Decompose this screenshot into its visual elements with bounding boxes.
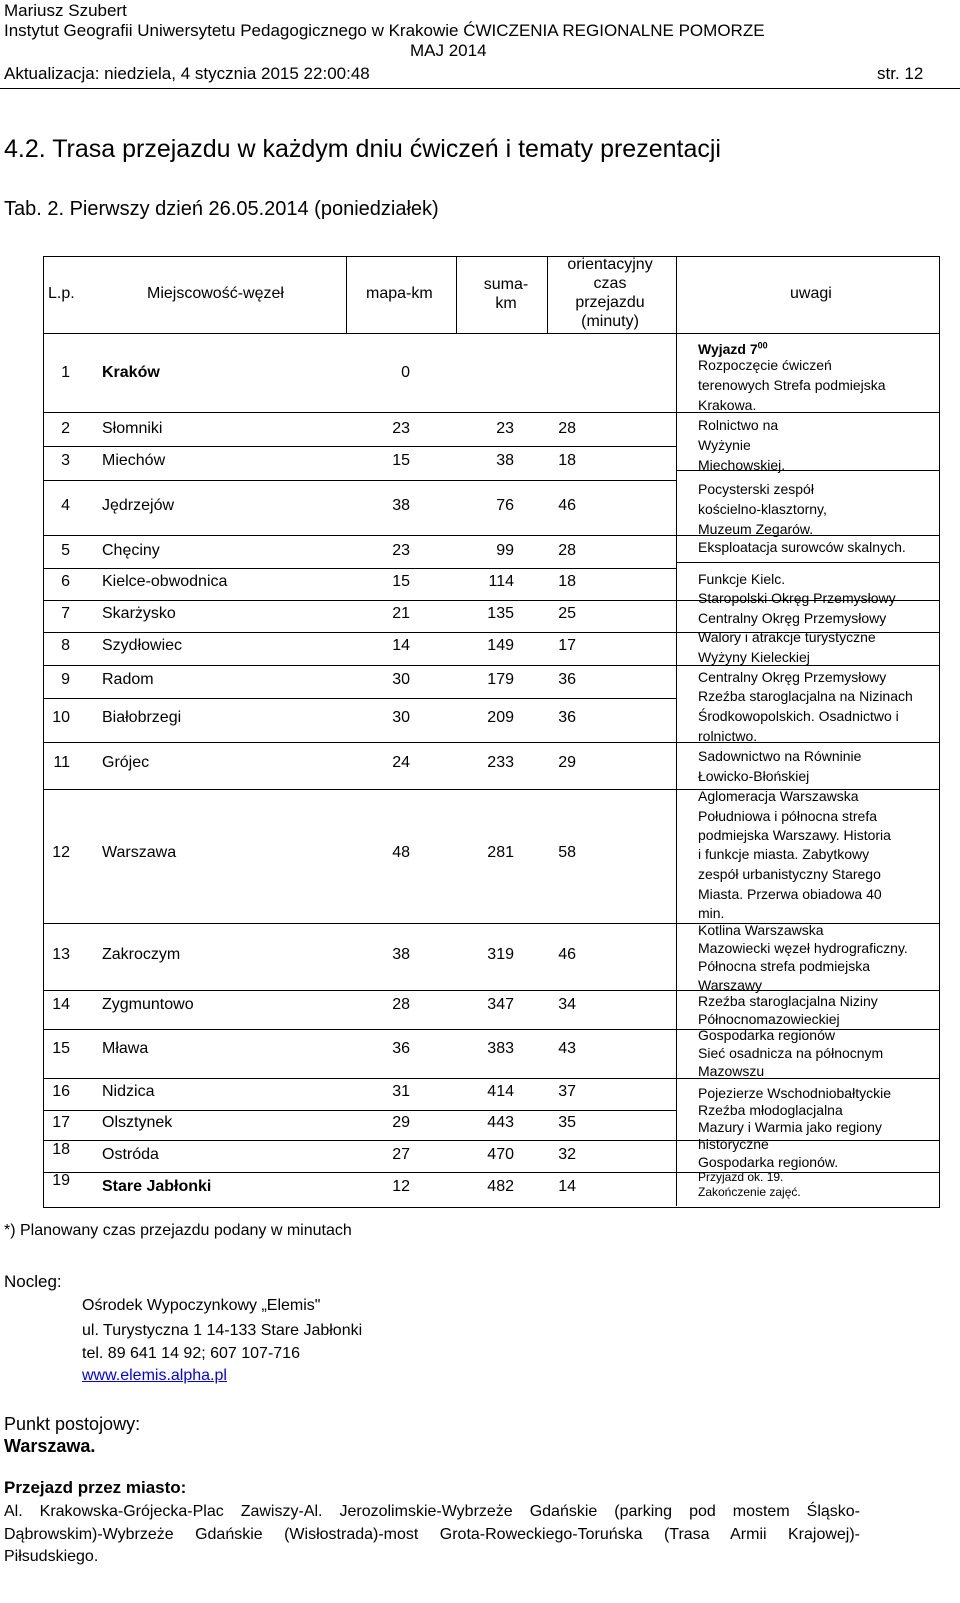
row-sum-km: 319: [487, 946, 514, 963]
row-sum-km: 414: [487, 1083, 514, 1100]
note-3c: Muzeum Zegarów.: [698, 521, 814, 537]
row-map-km: 23: [392, 542, 410, 559]
header-row-divider: [44, 333, 676, 334]
note-15a: Gospodarka regionów: [698, 1027, 835, 1043]
row-place: Warszawa: [102, 844, 177, 861]
row-place: Kielce-obwodnica: [102, 573, 228, 590]
row-place: Słomniki: [102, 420, 163, 437]
row-sum-km: 470: [487, 1146, 514, 1163]
note-14a: Rzeźba staroglacjalna Niziny: [698, 993, 878, 1009]
row-map-km: 23: [392, 420, 410, 437]
header-lp: L.p.: [48, 285, 75, 302]
note-1c: terenowych Strefa podmiejska: [698, 377, 886, 393]
row-time: 14: [558, 1178, 576, 1195]
transit-line-3: Piłsudskiego.: [4, 1548, 99, 1565]
header-row-divider: [676, 333, 939, 334]
row-lp: 14: [52, 996, 70, 1013]
row-sum-km: 114: [488, 573, 514, 590]
row-time: 35: [558, 1114, 576, 1131]
note-16: Pojezierze Wschodniobałtyckie: [698, 1085, 891, 1101]
note-13c: Północna strefa podmiejska: [698, 958, 870, 974]
row-sum-km: 281: [487, 844, 514, 861]
row-sum-km: 76: [496, 497, 514, 514]
header-time-line: (minuty): [581, 313, 639, 330]
row-lp: 19: [52, 1172, 70, 1189]
row-map-km: 48: [392, 844, 410, 861]
header-time-line: orientacyjny: [567, 256, 653, 273]
row-map-km: 14: [392, 637, 410, 654]
note-text: Wyjazd 7: [698, 340, 758, 357]
note-13d: Warszawy: [698, 977, 763, 993]
row-map-km: 30: [392, 671, 410, 688]
row-lp: 16: [52, 1083, 70, 1100]
row-sum-km: 209: [487, 709, 514, 726]
row-divider: [44, 1140, 676, 1141]
row-map-km: 31: [392, 1083, 410, 1100]
note-10a: Rzeźba staroglacjalna na Nizinach: [698, 688, 913, 704]
col-divider: [676, 257, 677, 1206]
stop-label: Punkt postojowy:: [4, 1414, 141, 1434]
note-17a: Rzeźba młodoglacjalna: [698, 1102, 843, 1118]
row-time: 25: [558, 605, 576, 622]
row-divider: [44, 1029, 676, 1030]
row-sum-km: 482: [487, 1178, 514, 1195]
date-line: MAJ 2014: [410, 41, 487, 60]
row-lp: 9: [61, 671, 70, 688]
row-time: 58: [558, 844, 576, 861]
lodging-address: ul. Turystyczna 1 14-133 Stare Jabłonki: [82, 1322, 363, 1339]
row-map-km: 38: [392, 497, 410, 514]
row-time: 36: [558, 671, 576, 688]
note-3a: Pocysterski zespół: [698, 481, 814, 497]
row-place: Ostróda: [102, 1146, 159, 1163]
row-time: 29: [558, 754, 576, 771]
note-2b: Wyżynie: [698, 437, 751, 453]
col-divider: [346, 257, 347, 333]
row-sum-km: 347: [487, 996, 514, 1013]
row-map-km: 24: [392, 754, 410, 771]
row-divider: [44, 665, 676, 666]
row-sum-km: 443: [487, 1114, 514, 1131]
row-map-km: 28: [392, 996, 410, 1013]
row-sum-km: 233: [487, 754, 514, 771]
note-12g: min.: [698, 905, 725, 921]
route-table: [43, 256, 940, 1208]
transit-line-2: Dąbrowskim)-Wybrzeże Gdańskie (Wisłostrada)-most Grota-Roweckiego-Toruńska (Trasa Armii Krajowej)-: [4, 1526, 860, 1543]
row-map-km: 15: [392, 452, 410, 469]
row-place: Skarżysko: [102, 605, 176, 622]
row-divider: [44, 990, 676, 991]
header-sum-km-line: km: [495, 295, 517, 312]
row-place: Mława: [102, 1040, 149, 1057]
row-map-km: 36: [392, 1040, 410, 1057]
note-3b: kościelno-klasztorny,: [698, 501, 827, 517]
row-time: 28: [558, 420, 576, 437]
row-place: Chęciny: [102, 542, 160, 559]
row-place: Zakroczym: [102, 946, 181, 963]
note-17c: historyczne: [698, 1136, 769, 1152]
row-divider: [44, 742, 676, 743]
lodging-label: Nocleg:: [4, 1272, 62, 1291]
section-title: 4.2. Trasa przejazdu w każdym dniu ćwiczeń i tematy prezentacji: [4, 135, 721, 163]
header-time-line: czas: [593, 275, 627, 292]
row-time: 17: [558, 637, 576, 654]
note-2a: Rolnictwo na: [698, 417, 779, 433]
row-place: Stare Jabłonki: [102, 1178, 212, 1195]
row-divider: [44, 632, 676, 633]
row-time: 32: [558, 1146, 576, 1163]
row-divider: [44, 1110, 676, 1111]
transit-line-1: Al. Krakowska-Grójecka-Plac Zawiszy-Al. Jerozolimskie-Wybrzeże Gdańskie (parking pod mostem Śląsko-: [4, 1503, 860, 1520]
row-sum-km: 23: [496, 420, 514, 437]
note-5: Funkcje Kielc.: [698, 571, 786, 587]
row-time: 46: [558, 497, 576, 514]
note-12e: zespół urbanistyczny Starego: [698, 866, 881, 882]
update-line: Aktualizacja: niedziela, 4 stycznia 2015 22:00:48: [4, 64, 370, 83]
row-divider: [44, 568, 676, 569]
note-15c: Mazowszu: [698, 1063, 765, 1079]
note-6: Staropolski Okręg Przemysłowy: [698, 590, 896, 606]
note-15b: Sieć osadnicza na północnym: [698, 1045, 884, 1061]
row-lp: 11: [53, 754, 70, 771]
row-place: Szydłowiec: [102, 637, 183, 654]
row-sum-km: 99: [496, 542, 514, 559]
row-lp: 3: [61, 452, 70, 469]
row-divider: [44, 1172, 676, 1173]
note-10b: Środkowopolskich. Osadnictwo i: [698, 708, 899, 724]
note-11b: Łowicko-Błońskiej: [698, 768, 810, 784]
note-divider: [676, 562, 939, 563]
row-map-km: 30: [392, 709, 410, 726]
note-sup: 00: [757, 340, 768, 350]
note-12f: Miasta. Przerwa obiadowa 40: [698, 886, 882, 902]
row-divider: [44, 446, 676, 447]
header-notes: uwagi: [790, 285, 832, 302]
row-lp: 17: [52, 1114, 70, 1131]
row-map-km: 27: [392, 1146, 410, 1163]
header-divider: [0, 88, 960, 89]
row-time: 18: [558, 573, 576, 590]
institute-line: Instytut Geografii Uniwersytetu Pedagogicznego w Krakowie ĆWICZENIA REGIONALNE POMORZE: [4, 21, 765, 40]
transit-label: Przejazd przez miasto:: [4, 1478, 187, 1497]
row-map-km: 12: [392, 1178, 410, 1195]
row-sum-km: 38: [496, 452, 514, 469]
row-time: 28: [558, 542, 576, 559]
row-map-km: 21: [392, 605, 410, 622]
row-lp: 7: [61, 605, 70, 622]
row-sum-km: 135: [487, 605, 514, 622]
row-sum-km: 149: [487, 637, 514, 654]
row-lp: 15: [52, 1040, 70, 1057]
row-map-km: 38: [392, 946, 410, 963]
row-map-km: 0: [401, 364, 410, 381]
table-title: Tab. 2. Pierwszy dzień 26.05.2014 (poniedziałek): [4, 198, 439, 220]
row-lp: 12: [52, 844, 70, 861]
page-number: str. 12: [877, 64, 924, 83]
note-12d: i funkcje miasta. Zabytkowy: [698, 846, 870, 862]
row-lp: 6: [61, 573, 70, 590]
row-lp: 8: [61, 637, 70, 654]
row-lp: 5: [61, 542, 70, 559]
row-time: 37: [558, 1083, 576, 1100]
row-divider: [44, 480, 676, 481]
stop-value: Warszawa.: [4, 1436, 96, 1456]
note-4: Eksploatacja surowców skalnych.: [698, 539, 906, 555]
header-place: Miejscowość-węzeł: [147, 285, 284, 302]
note-8a: Walory i atrakcje turystyczne: [698, 629, 876, 645]
header-time-line: przejazdu: [575, 294, 645, 311]
note-12a: Aglomeracja Warszawska: [698, 788, 859, 804]
note-7: Centralny Okręg Przemysłowy: [698, 610, 887, 626]
row-time: 18: [558, 452, 576, 469]
row-divider: [44, 1078, 676, 1079]
note-17b: Mazury i Warmia jako regiony: [698, 1119, 882, 1135]
row-lp: 1: [61, 364, 70, 381]
row-place: Białobrzegi: [102, 709, 182, 726]
row-time: 36: [558, 709, 576, 726]
note-13a: Kotlina Warszawska: [698, 922, 824, 938]
note-2c: Miechowskiej.: [698, 457, 786, 473]
row-divider: [44, 600, 676, 601]
header-map-km: mapa-km: [366, 285, 433, 302]
note-18: Gospodarka regionów.: [698, 1154, 839, 1170]
note-19b: Zakończenie zajęć.: [698, 1185, 801, 1199]
note-12b: Południowa i północna strefa: [698, 808, 878, 824]
note-19a: Przyjazd ok. 19.: [698, 1170, 784, 1184]
row-place: Nidzica: [102, 1083, 155, 1100]
author-name: Mariusz Szubert: [4, 1, 127, 20]
row-lp: 18: [52, 1141, 70, 1158]
row-divider: [44, 535, 676, 536]
header-sum-km-line: suma-: [483, 276, 529, 293]
row-divider: [44, 923, 676, 924]
row-place: Grójec: [102, 754, 150, 771]
row-time: 43: [558, 1040, 576, 1057]
row-sum-km: 383: [487, 1040, 514, 1057]
note-12c: podmiejska Warszawy. Historia: [698, 827, 891, 843]
row-map-km: 15: [392, 573, 410, 590]
note-1b: Rozpoczęcie ćwiczeń: [698, 357, 832, 373]
row-place: Zygmuntowo: [102, 996, 194, 1013]
note-14b: Północnomazowieckiej: [698, 1011, 840, 1027]
note-13b: Mazowiecki węzeł hydrograficzny.: [698, 940, 908, 956]
note-8b: Wyżyny Kieleckiej: [698, 649, 810, 665]
row-map-km: 29: [392, 1114, 410, 1131]
row-lp: 13: [52, 946, 70, 963]
row-time: 34: [558, 996, 576, 1013]
header-sum-km: [456, 275, 556, 313]
footnote: *) Planowany czas przejazdu podany w minutach: [4, 1222, 352, 1239]
row-divider: [44, 789, 676, 790]
row-place: Radom: [102, 671, 154, 688]
row-place: Miechów: [102, 452, 166, 469]
note-9: Centralny Okręg Przemysłowy: [698, 669, 887, 685]
lodging-name: Ośrodek Wypoczynkowy „Elemis": [82, 1297, 321, 1314]
lodging-phone: tel. 89 641 14 92; 607 107-716: [82, 1345, 300, 1362]
row-divider: [44, 412, 676, 413]
lodging-website-link[interactable]: www.elemis.alpha.pl: [82, 1367, 227, 1384]
header-time: [546, 255, 674, 331]
row-divider: [44, 698, 676, 699]
note-10c: rolnictwo.: [698, 728, 758, 744]
row-place: Jędrzejów: [102, 497, 175, 514]
row-sum-km: 179: [487, 671, 514, 688]
row-lp: 2: [61, 420, 70, 437]
row-place: Kraków: [102, 364, 160, 381]
row-time: 46: [558, 946, 576, 963]
row-place: Olsztynek: [102, 1114, 173, 1131]
row-lp: 4: [61, 497, 70, 514]
note-11a: Sadownictwo na Równinie: [698, 748, 862, 764]
row-lp: 10: [52, 709, 70, 726]
note-1d: Krakowa.: [698, 397, 757, 413]
